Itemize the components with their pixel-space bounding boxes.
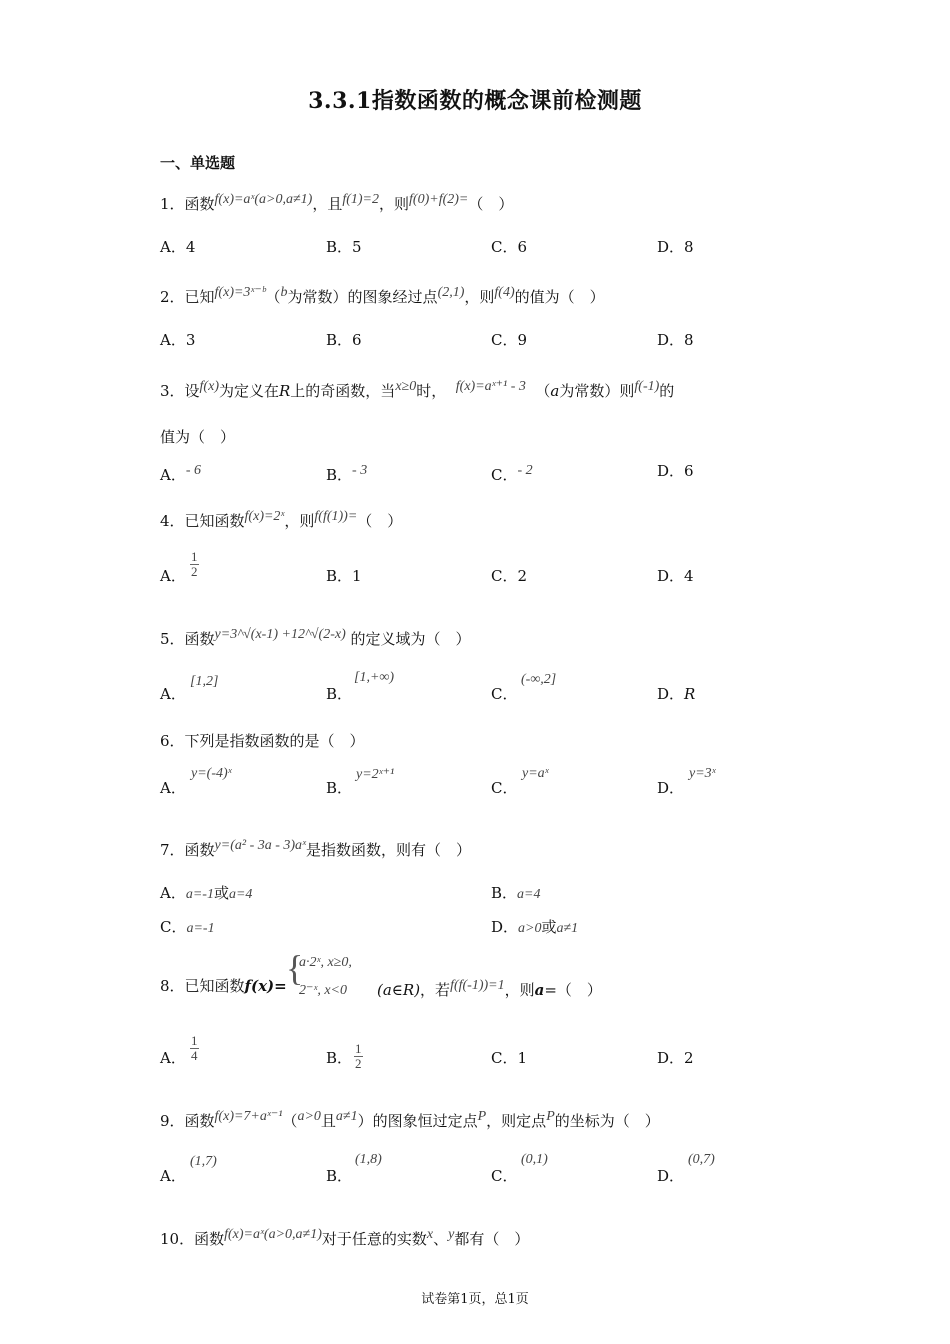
q7-option-c[interactable]: C．a=-1 [160, 918, 215, 936]
question-10: 10．函数$^{f(x)=aˣ(a>0,a\ne 1)}$对于任意的实数$^x$、$^y$都有（ ） [160, 1227, 530, 1248]
q7-option-d[interactable]: D．a>0或a≠1 [491, 918, 579, 936]
piecewise-brace: { [286, 948, 304, 988]
q2-option-c[interactable]: C．9 [491, 331, 528, 349]
q4-option-a[interactable]: A． [160, 567, 186, 585]
q6-option-b[interactable]: B． [326, 779, 353, 797]
question-6: 6．下列是指数函数的是（ ） [160, 732, 365, 750]
q5-option-b[interactable]: B． [326, 685, 353, 703]
q3-option-c[interactable]: C．$^{- 2}$ [491, 463, 533, 484]
q8-option-a[interactable]: A． [160, 1049, 186, 1067]
question-4: 4．已知函数$^{f(x)=2ˣ}$，则$^{f(f(1))=}$（ ） [160, 509, 403, 530]
q9-option-c[interactable]: C． [491, 1167, 518, 1185]
q4-option-b[interactable]: B．1 [326, 567, 362, 585]
q5-option-c[interactable]: C． [491, 685, 518, 703]
question-9: 9．函数$^{f(x)=7+aˣ^{-1}}$（$^{a>0}$且$^{a\ne 1}$）的图象恒过定点$^P$，则定点$^P$的坐标为（ ） [160, 1109, 660, 1130]
question-3: 3．设$^{f(x)}$为定义在R上的奇函数，当$^{x\ge 0}$时， $^{f(x)=aˣ^{+1} - 3}$ （a为常数）则$^{f(-1)}$的 [160, 379, 675, 400]
question-8: 8．已知函数f(x)= [160, 977, 287, 995]
q4-option-c[interactable]: C．2 [491, 567, 528, 585]
q8-case-1: a·2ˣ, x≥0, [299, 955, 352, 970]
q8-option-b-fraction: $\frac{1}{2}$ [355, 1041, 362, 1071]
q5-option-a[interactable]: A． [160, 685, 186, 703]
q2-option-a[interactable]: A．3 [160, 331, 196, 349]
q3-option-b[interactable]: B．$^{- 3}$ [326, 463, 368, 484]
q8-option-a-fraction: $\frac{1}{4}$ [191, 1033, 198, 1063]
question-1: 1．函数$^{f(x)=aˣ(a>0,a\ne 1)}$，且$^{f(1)=2}$，则$^{f(0)+f(2)=}$（ ） [160, 192, 514, 213]
q1-option-c[interactable]: C．6 [491, 238, 528, 256]
q8-option-d[interactable]: D．2 [657, 1049, 694, 1067]
q3-option-a[interactable]: A．$^{- 6}$ [160, 463, 202, 484]
section-heading: 一、单选题 [160, 154, 236, 172]
q5-option-d[interactable]: D．R [657, 685, 696, 703]
q7-option-a[interactable]: A．a=-1或a=4 [160, 884, 253, 902]
question-7: 7．函数$^{y=(a^2 - 3a - 3)aˣ}$是指数函数，则有（ ） [160, 838, 472, 859]
question-2: 2．已知$^{f(x)=3ˣ^-ᵇ}$（$^b$为常数）的图象经过点$^{(2,1)}$，则$^{f(4)}$的值为（ ） [160, 285, 605, 306]
q1-option-b[interactable]: B．5 [326, 238, 362, 256]
q8-option-b[interactable]: B． [326, 1049, 353, 1067]
q1-option-a[interactable]: A．4 [160, 238, 196, 256]
q4-option-a-fraction: $\frac{1}{2}$ [191, 549, 198, 579]
q2-option-b[interactable]: B．6 [326, 331, 362, 349]
question-8-rest: (a∈R)，若$^{f(f(-1))=1}$，则a=（ ） [377, 978, 602, 999]
page-title: 3.3.1指数函数的概念课前检测题 [308, 88, 642, 114]
q9-option-d[interactable]: D． [657, 1167, 685, 1185]
q1-option-d[interactable]: D．8 [657, 238, 694, 256]
q6-option-d[interactable]: D． [657, 779, 685, 797]
q6-option-c[interactable]: C． [491, 779, 518, 797]
q8-case-2: 2⁻ˣ, x<0 [299, 983, 348, 998]
q1-function: f(x)=aˣ(a>0,a≠1) [214, 192, 313, 207]
question-3-line2: 值为（ ） [160, 428, 236, 446]
q2-option-d[interactable]: D．8 [657, 331, 694, 349]
q4-option-d[interactable]: D．4 [657, 567, 694, 585]
page-footer: 试卷第1页，总1页 [421, 1292, 529, 1307]
q3-option-d[interactable]: D．6 [657, 462, 694, 480]
q8-option-c[interactable]: C．1 [491, 1049, 528, 1067]
q7-option-b[interactable]: B．a=4 [491, 884, 541, 902]
q9-option-a[interactable]: A． [160, 1167, 186, 1185]
q6-option-a[interactable]: A． [160, 779, 186, 797]
q9-option-b[interactable]: B． [326, 1167, 353, 1185]
question-5: 5．函数$^{y=3\^{}√(x-1) +12\^{}√(2-x)}$ 的定义域为（ ） [160, 627, 471, 648]
